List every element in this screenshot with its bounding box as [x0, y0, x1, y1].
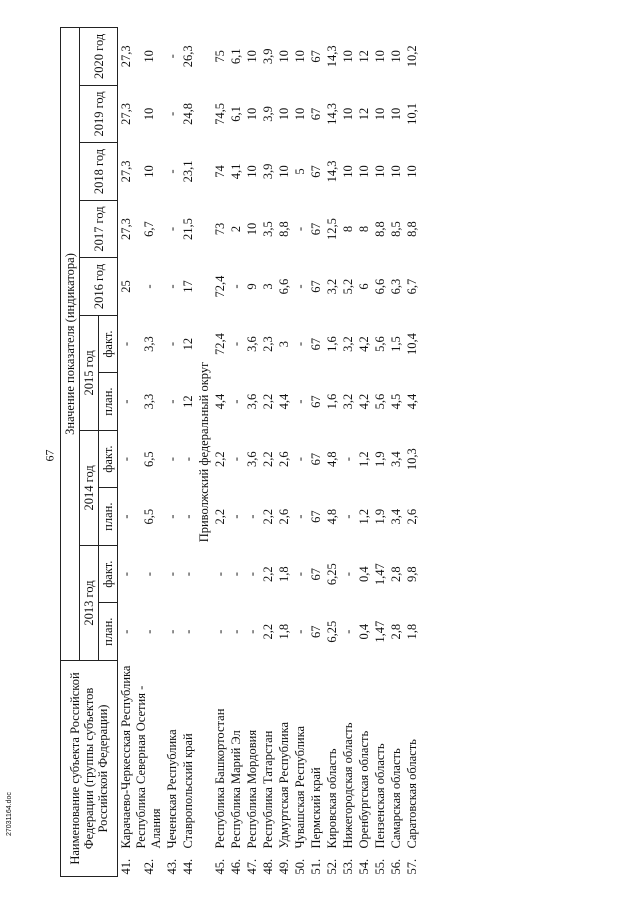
value-cell: 1,6: [324, 393, 339, 410]
value-cell: 4,4: [212, 393, 227, 410]
value-cell: 5,6: [372, 336, 387, 352]
table-body-north-caucasus: [118, 28, 197, 877]
value-cell: -: [292, 514, 307, 519]
value-cell: 8: [356, 225, 371, 233]
value-cell: 3,9: [260, 106, 275, 122]
table-row: [372, 28, 388, 877]
value-cell: 10,1: [404, 103, 419, 125]
value-cell: 67: [308, 510, 323, 523]
rotated-table-container: [60, 27, 570, 877]
value-cell: 1,8: [404, 623, 419, 640]
subject-name: Республика Северная Осетия - Алания: [134, 685, 163, 849]
value-cell: 10,3: [404, 448, 419, 471]
subject-name: Пензенская область: [372, 743, 387, 849]
value-cell: 2,8: [388, 566, 403, 582]
table-body-volga: [212, 28, 420, 877]
value-cell: 10: [244, 107, 259, 121]
value-cell: 8: [340, 225, 355, 233]
footer-filename: 27031164.doc: [6, 792, 13, 836]
value-cell: 6,7: [404, 278, 419, 295]
value-cell: 10: [244, 50, 259, 63]
value-cell: 67: [308, 567, 323, 581]
value-cell: 6,1: [228, 106, 243, 122]
value-cell: -: [292, 572, 307, 577]
value-cell: 67: [308, 280, 323, 293]
value-cell: 1,6: [324, 336, 339, 352]
value-cell: 8,5: [388, 221, 403, 237]
value-cell: -: [141, 572, 156, 577]
value-cell: 3,2: [340, 336, 355, 352]
row-number: 44.: [180, 858, 195, 875]
value-cell: 1,2: [356, 451, 371, 467]
row-number: 42.: [141, 858, 156, 875]
value-cell: -: [118, 457, 133, 462]
value-cell: -: [292, 629, 307, 634]
table-row: [134, 28, 164, 877]
subject-name: Республика Башкортостан: [212, 708, 227, 849]
value-cell: -: [164, 399, 179, 404]
row-number: 56.: [388, 858, 403, 875]
value-cell: 2,6: [276, 508, 291, 525]
row-number: 48.: [260, 858, 275, 875]
value-cell: 12,5: [324, 218, 339, 240]
page-number: 67: [42, 449, 57, 462]
value-cell: 3,4: [388, 451, 403, 467]
value-cell: 0,4: [356, 623, 371, 640]
value-cell: 67: [308, 107, 323, 121]
table-row: [404, 28, 420, 877]
value-cell: -: [244, 572, 259, 577]
year-2016-header: 2016 год: [80, 258, 118, 316]
value-cell: 10,4: [404, 333, 419, 355]
fact-2014-header: факт.: [99, 430, 118, 488]
value-cell: 27,3: [118, 218, 133, 240]
value-cell: 2,2: [260, 566, 275, 582]
value-cell: 17: [180, 280, 195, 293]
subject-name: Саратовская область: [404, 739, 419, 849]
row-number: 55.: [372, 858, 387, 875]
value-cell: -: [292, 284, 307, 289]
value-cell: -: [228, 629, 243, 634]
value-cell: 4,8: [324, 451, 339, 467]
table-row: [308, 28, 324, 877]
year-2014-header: 2014 год: [80, 430, 99, 545]
value-cell: -: [180, 457, 195, 462]
value-cell: 10: [372, 107, 387, 121]
value-cell: 3,2: [324, 278, 339, 295]
year-2013-header: 2013 год: [80, 545, 99, 660]
value-cell: 2,2: [260, 451, 275, 467]
plan-2013-header: план.: [99, 603, 118, 661]
value-cell: 14,3: [324, 103, 339, 125]
value-cell: -: [141, 284, 156, 289]
value-cell: 10: [340, 165, 355, 178]
row-number: 52.: [324, 858, 339, 875]
value-cell: 12: [180, 337, 195, 351]
year-2019-header: 2019 год: [80, 85, 118, 143]
value-cell: 3,2: [340, 393, 355, 410]
value-cell: 3,6: [244, 393, 259, 410]
value-cell: 1,9: [372, 451, 387, 467]
value-cell: 2,8: [388, 623, 403, 640]
row-number: 43.: [164, 858, 179, 875]
value-cell: -: [164, 629, 179, 634]
value-cell: 10: [276, 50, 291, 63]
value-cell: 4,5: [388, 393, 403, 410]
value-cell: 6,6: [276, 278, 291, 295]
value-cell: 10: [292, 50, 307, 63]
value-cell: -: [180, 629, 195, 634]
value-cell: 1,2: [356, 508, 371, 525]
value-cell: 1,9: [372, 508, 387, 525]
value-cell: 27,3: [118, 160, 133, 183]
subject-name: Республика Мордовия: [244, 729, 259, 849]
row-number: 53.: [340, 858, 355, 875]
value-cell: 10: [244, 222, 259, 236]
value-cell: 1,47: [372, 563, 387, 586]
value-cell: 6,3: [388, 278, 403, 295]
value-cell: 0,4: [356, 566, 371, 582]
value-cell: 67: [308, 395, 323, 408]
value-cell: 12: [356, 107, 371, 121]
table-row: [180, 28, 196, 877]
value-cell: 10: [340, 50, 355, 63]
value-cell: -: [340, 457, 355, 462]
value-cell: 3,9: [260, 163, 275, 180]
value-cell: 26,3: [180, 45, 195, 68]
value-cell: -: [141, 629, 156, 634]
indicator-table: [60, 27, 420, 877]
value-cell: 4,4: [404, 393, 419, 410]
value-cell: 1,8: [276, 623, 291, 640]
value-cell: 1,5: [388, 336, 403, 352]
value-cell: -: [118, 514, 133, 519]
subject-name: Чувашская Республика: [292, 725, 307, 849]
indicator-group-header: Значение показателя (индикатора): [61, 28, 80, 661]
value-cell: -: [228, 399, 243, 404]
value-cell: 8,8: [372, 221, 387, 237]
value-cell: 12: [356, 50, 371, 63]
value-cell: 6,5: [141, 451, 156, 467]
value-cell: 10: [141, 50, 156, 63]
value-cell: 2,2: [212, 451, 227, 467]
value-cell: 3,3: [141, 336, 156, 352]
value-cell: -: [118, 341, 133, 347]
value-cell: 10: [292, 107, 307, 121]
table-row: [164, 28, 180, 877]
year-2018-header: 2018 год: [80, 143, 118, 201]
table-row: [340, 28, 356, 877]
value-cell: 12: [180, 395, 195, 408]
value-cell: 2,6: [276, 451, 291, 467]
value-cell: 10: [372, 50, 387, 63]
subject-name: Карачаево-Черкесская Республика: [118, 665, 133, 849]
table-row: [260, 28, 276, 877]
value-cell: -: [180, 514, 195, 519]
value-cell: 6,1: [228, 48, 243, 65]
value-cell: 10: [244, 165, 259, 178]
table-row: [292, 28, 308, 877]
row-number: 46.: [228, 858, 243, 875]
value-cell: 3: [276, 340, 291, 348]
value-cell: 67: [308, 222, 323, 236]
value-cell: 3,3: [141, 393, 156, 410]
subject-name: Пермский край: [308, 767, 323, 849]
value-cell: -: [164, 111, 179, 117]
value-cell: -: [292, 457, 307, 462]
value-cell: -: [244, 629, 259, 634]
value-cell: 27,3: [118, 45, 133, 68]
table-row: [276, 28, 292, 877]
section-row-group: [196, 28, 212, 877]
value-cell: -: [164, 341, 179, 347]
value-cell: 8,8: [276, 221, 291, 237]
value-cell: -: [164, 54, 179, 59]
value-cell: 6,7: [141, 221, 156, 237]
value-cell: 72,4: [212, 275, 227, 298]
plan-2015-header: план.: [99, 373, 118, 431]
value-cell: 24,8: [180, 103, 195, 125]
value-cell: 72,4: [212, 333, 227, 355]
value-cell: -: [164, 284, 179, 289]
value-cell: -: [228, 514, 243, 519]
value-cell: 5,2: [340, 278, 355, 295]
value-cell: 4,8: [324, 508, 339, 525]
value-cell: 4,2: [356, 393, 371, 410]
value-cell: 75: [212, 50, 227, 63]
value-cell: 10: [388, 50, 403, 63]
value-cell: 3,6: [244, 336, 259, 352]
value-cell: 25: [118, 280, 133, 293]
value-cell: 74,5: [212, 103, 227, 125]
value-cell: 10: [372, 165, 387, 178]
plan-2014-header: план.: [99, 488, 118, 546]
value-cell: 74: [212, 165, 227, 178]
value-cell: 67: [308, 50, 323, 63]
value-cell: 73: [212, 222, 227, 236]
row-number: 49.: [276, 858, 291, 875]
value-cell: -: [292, 399, 307, 404]
value-cell: 6,25: [324, 563, 339, 586]
value-cell: 4,4: [276, 393, 291, 410]
value-cell: 10,2: [404, 45, 419, 68]
year-2015-header: 2015 год: [80, 315, 99, 430]
value-cell: 2,3: [260, 336, 275, 352]
value-cell: 2,2: [212, 508, 227, 525]
value-cell: 21,5: [180, 218, 195, 240]
value-cell: -: [118, 629, 133, 634]
value-cell: 2,6: [404, 508, 419, 525]
value-cell: -: [118, 572, 133, 577]
value-cell: -: [228, 341, 243, 347]
value-cell: 5: [292, 168, 307, 175]
value-cell: -: [164, 514, 179, 519]
value-cell: 3,9: [260, 48, 275, 65]
value-cell: 14,3: [324, 160, 339, 183]
value-cell: -: [164, 169, 179, 174]
value-cell: -: [228, 284, 243, 289]
subject-name: Нижегородская область: [340, 722, 355, 849]
value-cell: 10: [276, 165, 291, 178]
value-cell: 3: [260, 283, 275, 290]
subject-name: Ставропольский край: [180, 733, 195, 849]
value-cell: 1,8: [276, 566, 291, 582]
table-row: [388, 28, 404, 877]
table-row: [118, 28, 135, 877]
value-cell: 67: [308, 625, 323, 638]
value-cell: -: [244, 514, 259, 519]
value-cell: 3,6: [244, 451, 259, 467]
value-cell: 6,5: [141, 508, 156, 525]
subject-name: Республика Марий Эл: [228, 730, 243, 849]
value-cell: 10: [141, 165, 156, 178]
value-cell: 67: [308, 452, 323, 466]
table-row: [324, 28, 340, 877]
value-cell: 5,6: [372, 393, 387, 410]
value-cell: -: [340, 514, 355, 519]
table-row: [356, 28, 372, 877]
table-row: [212, 28, 228, 877]
value-cell: 6: [356, 283, 371, 290]
value-cell: 9,8: [404, 566, 419, 582]
subject-name: Чеченская Республика: [164, 729, 179, 849]
value-cell: -: [164, 572, 179, 577]
row-number: 51.: [308, 858, 323, 875]
value-cell: -: [180, 572, 195, 577]
value-cell: 2,2: [260, 393, 275, 410]
row-number: 47.: [244, 858, 259, 875]
value-cell: 14,3: [324, 45, 339, 68]
value-cell: -: [164, 457, 179, 462]
subject-name: Удмуртская Республика: [276, 721, 291, 849]
subject-name: Оренбургская область: [356, 730, 371, 849]
value-cell: -: [212, 572, 227, 577]
value-cell: 10: [141, 107, 156, 121]
value-cell: 4,2: [356, 336, 371, 352]
year-2017-header: 2017 год: [80, 200, 118, 258]
year-2020-header: 2020 год: [80, 28, 118, 86]
value-cell: -: [340, 629, 355, 634]
value-cell: 10: [340, 107, 355, 121]
row-number: 41.: [118, 858, 133, 875]
value-cell: -: [118, 399, 133, 404]
value-cell: 6,6: [372, 278, 387, 295]
value-cell: 3,5: [260, 221, 275, 237]
subject-name: Самарская область: [388, 748, 403, 849]
subject-name: Республика Татарстан: [260, 730, 275, 849]
value-cell: 1,47: [372, 620, 387, 643]
value-cell: 6,25: [324, 620, 339, 643]
value-cell: 9: [244, 283, 259, 290]
value-cell: 10: [388, 165, 403, 178]
value-cell: 3,4: [388, 508, 403, 525]
value-cell: -: [228, 572, 243, 577]
value-cell: -: [212, 629, 227, 634]
value-cell: 23,1: [180, 160, 195, 183]
table-row: [228, 28, 244, 877]
value-cell: 4,1: [228, 163, 243, 180]
subject-column-header: Наименование субъекта Российской Федерации (группы субъектов Российской Федерации): [61, 660, 118, 876]
row-number: 50.: [292, 858, 307, 875]
section-title: Приволжский федеральный округ: [196, 361, 211, 543]
subject-name: Кировская область: [324, 748, 339, 849]
value-cell: 27,3: [118, 103, 133, 125]
row-number: 54.: [356, 858, 371, 875]
value-cell: -: [292, 341, 307, 347]
value-cell: 10: [404, 165, 419, 178]
value-cell: 2,2: [260, 623, 275, 640]
value-cell: -: [228, 457, 243, 462]
value-cell: 67: [308, 337, 323, 351]
value-cell: -: [340, 572, 355, 577]
row-number: 57.: [404, 858, 419, 875]
value-cell: 2,2: [260, 508, 275, 525]
value-cell: 2: [228, 225, 243, 233]
value-cell: 8,8: [404, 221, 419, 237]
value-cell: -: [164, 226, 179, 232]
fact-2013-header: факт.: [99, 545, 118, 603]
table-row: [244, 28, 260, 877]
value-cell: 10: [276, 107, 291, 121]
value-cell: -: [292, 226, 307, 232]
value-cell: 10: [388, 107, 403, 121]
value-cell: 10: [356, 165, 371, 178]
value-cell: 67: [308, 165, 323, 178]
row-number: 45.: [212, 858, 227, 875]
fact-2015-header: факт.: [99, 315, 118, 373]
